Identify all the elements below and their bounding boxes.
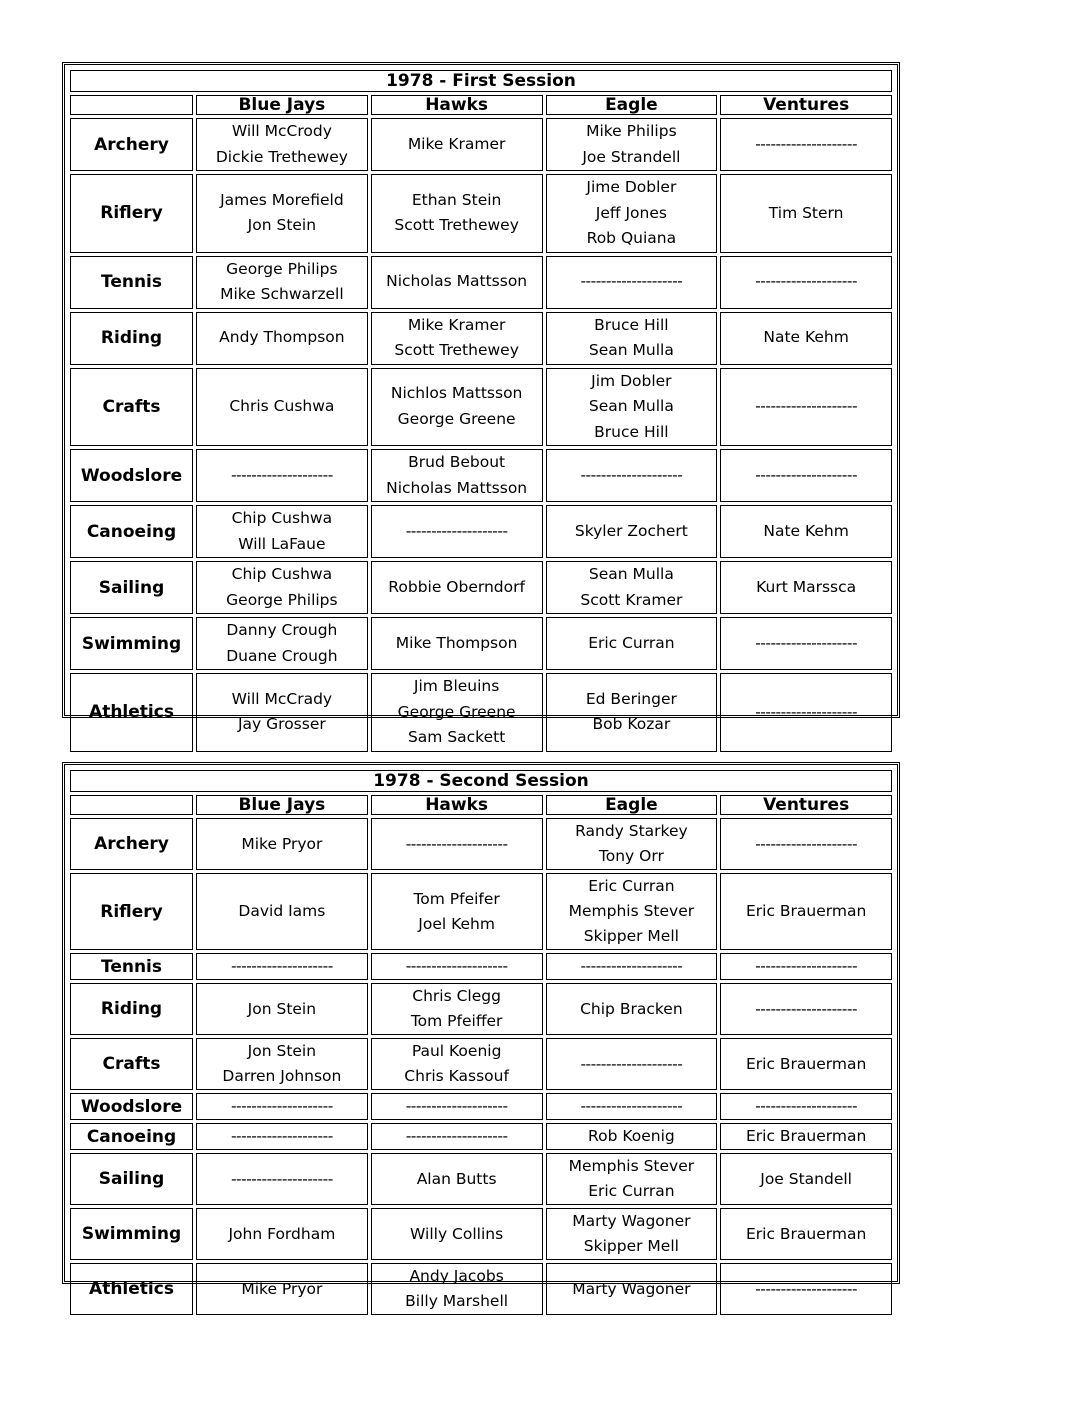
cell-hawks (371, 256, 543, 309)
camper-name: Eric Brauerman (745, 1127, 867, 1145)
cell-blue-jays (196, 368, 368, 447)
camper-name: Willy Collins (410, 1224, 504, 1243)
activity-row-woodslore (70, 449, 892, 502)
empty-marker: -------------------- (755, 1097, 858, 1115)
camper-name: Sean Mulla (588, 397, 674, 415)
cell-hawks (371, 983, 543, 1035)
activity-label: Riflery (70, 873, 193, 950)
camper-name: George Philips (226, 259, 338, 278)
cell-blue-jays (196, 1208, 368, 1260)
activity-label: Riding (70, 312, 193, 365)
empty-marker: -------------------- (230, 1127, 333, 1145)
activity-label: Tennis (70, 256, 193, 309)
cell-eagle (546, 673, 718, 752)
camper-name: Sean Mulla (588, 341, 674, 359)
camper-name: Brud Bebout (408, 453, 506, 471)
cell-hawks (371, 673, 543, 752)
camper-name: Skipper Mell (583, 1237, 679, 1255)
header-blue-jays: Blue Jays (196, 795, 368, 815)
activity-row-archery (70, 118, 892, 171)
camper-name: Mike Philips (586, 122, 677, 140)
cell-eagle (546, 256, 718, 309)
camper-name: Jeff Jones (595, 203, 667, 222)
cell-ventures (720, 873, 892, 950)
camper-name: Jon Stein (247, 1042, 317, 1060)
cell-ventures (720, 368, 892, 447)
camper-name: Tony Orr (598, 847, 664, 865)
camper-name: Joel Kehm (418, 914, 495, 933)
cell-eagle (546, 174, 718, 253)
camper-name: George Greene (397, 702, 516, 721)
camper-name: Dickie Trethewey (215, 147, 348, 166)
empty-marker: -------------------- (580, 465, 683, 484)
camper-name: Joe Strandell (582, 147, 681, 166)
header-hawks: Hawks (371, 795, 543, 815)
activity-row-archery (70, 818, 892, 870)
cell-eagle (546, 1038, 718, 1090)
cell-blue-jays (196, 1263, 368, 1315)
activity-label: Athletics (70, 673, 193, 752)
cell-eagle (546, 1123, 718, 1150)
camper-name: Jay Grosser (237, 715, 326, 734)
empty-marker: -------------------- (580, 1054, 683, 1073)
camper-name: Paul Koenig (411, 1042, 502, 1060)
session-title: 1978 - Second Session (70, 770, 892, 792)
activity-row-riding (70, 312, 892, 365)
activity-row-sailing (70, 1153, 892, 1205)
empty-marker: -------------------- (230, 465, 333, 484)
camper-name: Chris Kassouf (404, 1067, 509, 1085)
cell-ventures (720, 673, 892, 752)
activity-label: Crafts (70, 368, 193, 447)
activity-label: Tennis (70, 953, 193, 980)
cell-hawks (371, 1093, 543, 1120)
cell-blue-jays (196, 953, 368, 980)
cell-blue-jays (196, 617, 368, 670)
cell-ventures (720, 1153, 892, 1205)
cell-eagle (546, 617, 718, 670)
empty-marker: -------------------- (755, 134, 858, 153)
activity-row-woodslore (70, 1093, 892, 1120)
camper-name: Jime Dobler (586, 178, 677, 196)
camper-name: Chip Cushwa (231, 565, 333, 583)
cell-ventures (720, 118, 892, 171)
camper-name: Marty Wagoner (572, 1279, 691, 1298)
activity-label: Woodslore (70, 1093, 193, 1120)
camper-name: Eric Brauerman (745, 1054, 867, 1073)
camper-name: Andy Jacobs (409, 1267, 504, 1285)
camper-name: Randy Starkey (575, 822, 688, 840)
camper-name: Alan Butts (416, 1169, 497, 1188)
camper-name: Bruce Hill (594, 315, 669, 334)
camper-name: David Iams (238, 902, 326, 920)
header-eagle: Eagle (546, 795, 718, 815)
activity-row-riflery (70, 174, 892, 253)
camper-name: Mike Kramer (407, 315, 506, 334)
session-title: 1978 - First Session (70, 70, 892, 92)
activity-label: Sailing (70, 1153, 193, 1205)
activity-row-sailing (70, 561, 892, 614)
cell-blue-jays (196, 873, 368, 950)
cell-eagle (546, 818, 718, 870)
header-hawks: Hawks (371, 95, 543, 115)
camper-name: Chip Cushwa (231, 509, 333, 527)
cell-ventures (720, 983, 892, 1035)
empty-marker: -------------------- (580, 1097, 683, 1115)
activity-row-crafts (70, 368, 892, 447)
camper-name: Eric Brauerman (745, 902, 867, 920)
activity-label: Archery (70, 118, 193, 171)
activity-row-athletics (70, 1263, 892, 1315)
camper-name: Ed Beringer (585, 689, 677, 708)
cell-ventures (720, 818, 892, 870)
empty-marker: -------------------- (230, 957, 333, 975)
empty-marker: -------------------- (230, 1169, 333, 1188)
cell-eagle (546, 953, 718, 980)
cell-blue-jays (196, 1038, 368, 1090)
camper-name: Scott Trethewey (394, 341, 519, 359)
cell-eagle (546, 561, 718, 614)
cell-eagle (546, 118, 718, 171)
camper-name: Skipper Mell (583, 927, 679, 945)
camper-name: Mike Thompson (395, 633, 518, 652)
camper-name: Chris Clegg (412, 987, 501, 1005)
empty-marker: -------------------- (755, 465, 858, 484)
cell-hawks (371, 1123, 543, 1150)
camper-name: Billy Marshell (405, 1292, 509, 1310)
cell-eagle (546, 983, 718, 1035)
activity-row-riding (70, 983, 892, 1035)
activity-label: Athletics (70, 1263, 193, 1315)
roster-table (67, 767, 895, 1318)
camper-name: Rob Koenig (588, 1127, 675, 1145)
camper-name: Will McCrady (231, 689, 333, 708)
empty-marker: -------------------- (755, 633, 858, 652)
session-table-second (62, 762, 900, 1310)
camper-name: Eric Curran (588, 877, 675, 895)
cell-blue-jays (196, 561, 368, 614)
activity-row-tennis (70, 256, 892, 309)
cell-blue-jays (196, 312, 368, 365)
camper-name: George Greene (397, 409, 516, 428)
header-ventures: Ventures (720, 95, 892, 115)
empty-marker: -------------------- (755, 834, 858, 853)
camper-name: Scott Kramer (580, 590, 683, 609)
camper-name: Eric Brauerman (745, 1224, 867, 1243)
cell-blue-jays (196, 1093, 368, 1120)
activity-label: Crafts (70, 1038, 193, 1090)
cell-hawks (371, 1208, 543, 1260)
cell-ventures (720, 174, 892, 253)
activity-label: Riflery (70, 174, 193, 253)
camper-name: Tom Pfeifer (413, 889, 500, 908)
cell-blue-jays (196, 118, 368, 171)
empty-marker: -------------------- (580, 272, 683, 291)
cell-eagle (546, 368, 718, 447)
header-ventures: Ventures (720, 795, 892, 815)
camper-name: James Morefield (220, 190, 344, 209)
cell-eagle (546, 312, 718, 365)
activity-label: Swimming (70, 1208, 193, 1260)
cell-eagle (546, 1263, 718, 1315)
cell-ventures (720, 505, 892, 558)
camper-name: Nicholas Mattsson (386, 478, 528, 497)
empty-marker: -------------------- (405, 957, 508, 975)
header-corner-cell (70, 795, 193, 815)
cell-hawks (371, 1263, 543, 1315)
activity-label: Woodslore (70, 449, 193, 502)
camper-name: Bob Kozar (592, 715, 671, 734)
cell-blue-jays (196, 1123, 368, 1150)
session-table-first (62, 62, 900, 746)
activity-label: Archery (70, 818, 193, 870)
activity-label: Canoeing (70, 1123, 193, 1150)
cell-ventures (720, 1208, 892, 1260)
camper-name: Chris Cushwa (229, 397, 335, 415)
camper-name: Nichlos Mattsson (390, 384, 523, 403)
camper-name: Nicholas Mattsson (386, 272, 528, 291)
camper-name: Tim Stern (768, 203, 844, 222)
cell-eagle (546, 1093, 718, 1120)
camper-name: Mike Pryor (241, 1279, 323, 1298)
empty-marker: -------------------- (405, 834, 508, 853)
camper-name: Marty Wagoner (572, 1212, 691, 1230)
camper-name: Joe Standell (760, 1169, 852, 1188)
empty-marker: -------------------- (755, 1279, 858, 1298)
activity-label: Riding (70, 983, 193, 1035)
cell-ventures (720, 449, 892, 502)
camper-name: Skyler Zochert (574, 521, 688, 540)
cell-eagle (546, 873, 718, 950)
cell-blue-jays (196, 983, 368, 1035)
camper-name: Danny Crough (226, 621, 338, 639)
header-corner-cell (70, 95, 193, 115)
cell-eagle (546, 1208, 718, 1260)
cell-hawks (371, 873, 543, 950)
cell-hawks (371, 617, 543, 670)
cell-eagle (546, 1153, 718, 1205)
cell-hawks (371, 449, 543, 502)
camper-name: George Philips (226, 590, 338, 609)
activity-row-tennis (70, 953, 892, 980)
camper-name: John Fordham (228, 1224, 336, 1243)
camper-name: Rob Quiana (586, 229, 677, 247)
activity-row-canoeing (70, 505, 892, 558)
cell-hawks (371, 1153, 543, 1205)
cell-blue-jays (196, 256, 368, 309)
cell-blue-jays (196, 818, 368, 870)
camper-name: Eric Curran (588, 633, 675, 652)
camper-name: Nate Kehm (763, 521, 849, 540)
cell-ventures (720, 312, 892, 365)
activity-row-crafts (70, 1038, 892, 1090)
camper-name: Jon Stein (247, 216, 317, 235)
cell-blue-jays (196, 174, 368, 253)
activity-row-swimming (70, 1208, 892, 1260)
camper-name: Memphis Stever (568, 1157, 695, 1175)
camper-name: Eric Curran (588, 1182, 675, 1200)
cell-blue-jays (196, 673, 368, 752)
cell-hawks (371, 312, 543, 365)
camper-name: Sam Sackett (407, 728, 506, 746)
activity-row-athletics (70, 673, 892, 752)
empty-marker: -------------------- (405, 1097, 508, 1115)
camper-name: Mike Pryor (241, 834, 323, 853)
cell-eagle (546, 505, 718, 558)
cell-blue-jays (196, 1153, 368, 1205)
empty-marker: -------------------- (580, 957, 683, 975)
cell-ventures (720, 256, 892, 309)
cell-ventures (720, 561, 892, 614)
camper-name: Nate Kehm (763, 328, 849, 347)
cell-hawks (371, 953, 543, 980)
camper-name: Will LaFaue (238, 534, 326, 553)
cell-eagle (546, 449, 718, 502)
empty-marker: -------------------- (230, 1097, 333, 1115)
camper-name: Scott Trethewey (394, 216, 519, 235)
cell-hawks (371, 118, 543, 171)
camper-name: Jon Stein (247, 999, 317, 1018)
camper-name: Will McCrody (231, 122, 332, 140)
cell-ventures (720, 1123, 892, 1150)
cell-hawks (371, 1038, 543, 1090)
activity-row-swimming (70, 617, 892, 670)
activity-label: Canoeing (70, 505, 193, 558)
roster-table (67, 67, 895, 755)
activity-row-riflery (70, 873, 892, 950)
cell-hawks (371, 174, 543, 253)
cell-hawks (371, 368, 543, 447)
empty-marker: -------------------- (755, 272, 858, 291)
cell-hawks (371, 561, 543, 614)
cell-ventures (720, 1038, 892, 1090)
camper-name: Sean Mulla (588, 565, 674, 583)
camper-name: Bruce Hill (594, 422, 669, 441)
camper-name: Jim Bleuins (413, 677, 500, 695)
cell-ventures (720, 617, 892, 670)
camper-name: Duane Crough (226, 646, 338, 665)
camper-name: Tom Pfeiffer (410, 1012, 503, 1030)
cell-ventures (720, 953, 892, 980)
camper-name: Ethan Stein (411, 190, 502, 209)
activity-label: Swimming (70, 617, 193, 670)
camper-name: Andy Thompson (219, 328, 345, 347)
empty-marker: -------------------- (755, 397, 858, 415)
empty-marker: -------------------- (755, 957, 858, 975)
camper-name: Mike Schwarzell (220, 285, 344, 303)
header-eagle: Eagle (546, 95, 718, 115)
cell-hawks (371, 818, 543, 870)
empty-marker: -------------------- (405, 1127, 508, 1145)
camper-name: Robbie Oberndorf (388, 577, 525, 596)
cell-hawks (371, 505, 543, 558)
cell-blue-jays (196, 505, 368, 558)
camper-name: Chip Bracken (580, 999, 683, 1018)
camper-name: Jim Dobler (591, 371, 672, 390)
camper-name: Darren Johnson (222, 1067, 342, 1085)
empty-marker: -------------------- (405, 521, 508, 540)
activity-label: Sailing (70, 561, 193, 614)
cell-ventures (720, 1263, 892, 1315)
cell-ventures (720, 1093, 892, 1120)
header-blue-jays: Blue Jays (196, 95, 368, 115)
activity-row-canoeing (70, 1123, 892, 1150)
camper-name: Kurt Marssca (756, 577, 857, 596)
empty-marker: -------------------- (755, 702, 858, 721)
camper-name: Mike Kramer (407, 134, 506, 153)
cell-blue-jays (196, 449, 368, 502)
empty-marker: -------------------- (755, 999, 858, 1018)
camper-name: Memphis Stever (568, 902, 695, 920)
